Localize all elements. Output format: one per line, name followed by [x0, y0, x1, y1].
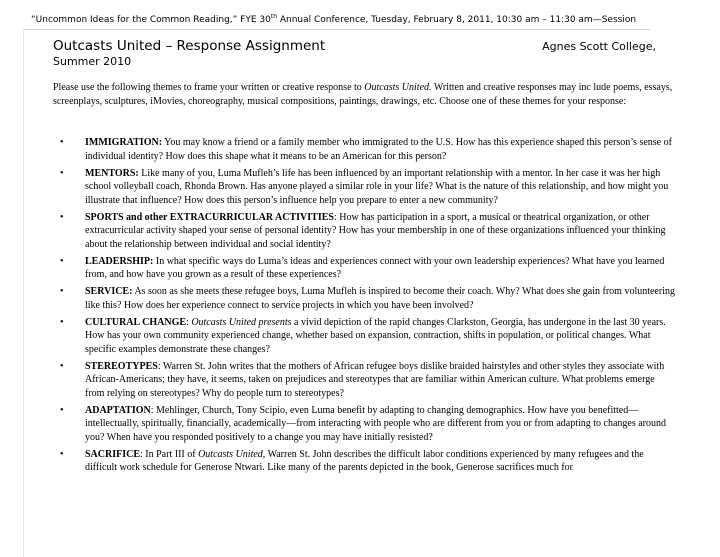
title-block	[53, 38, 673, 69]
theme-list	[57, 136, 675, 478]
theme-label: SACRIFICE	[85, 448, 141, 460]
theme-item-service	[57, 285, 675, 312]
theme-text: a vivid depiction of the rapid changes Clarkston, Georgia, has undergone in the last 30 years. How has your own community experienced change, whether based on expansion, contraction, shifts in population, or political changes. What specific examples demonstrate these changes?	[85, 316, 666, 355]
theme-text: Like many of you, Luma Mufleh’s life has been influenced by an important relationship with a mentor. In her case it was her high school volleyball coach, Rhonda Brown. Has anyone played a similar role in your life? What is the nature of this relationship, and how might you illustrate that influence? How does this person’s influence help you prepare to enter a new community?	[85, 167, 669, 206]
theme-label: STEREOTYPES	[85, 360, 158, 372]
theme-label: SERVICE:	[85, 286, 133, 297]
theme-separator: : In Part III of	[140, 448, 199, 460]
bullet-icon: •	[60, 137, 64, 148]
theme-label: LEADERSHIP:	[85, 255, 154, 267]
header-rule	[23, 29, 650, 30]
intro-text-1: Please use the following themes to frame your written or creative response to	[53, 82, 365, 93]
intro-text-2: Written and creative responses may inc lude poems, essays, screenplays, sculptures, iMovies, choreography, musical compositions, paintings, drawings, etc. Choose one of these themes for your response:	[53, 82, 673, 107]
theme-label: CULTURAL CHANGE	[85, 316, 187, 328]
bullet-icon: •	[60, 167, 64, 179]
header-text-after-sup: Annual Conference, Tuesday, February 8, 2011, 10:30 am – 11:30 am—Session	[277, 15, 637, 25]
theme-text: : Mehlinger, Church, Tony Scipio, even Luma benefit by adapting to changing demographics. How have you benefitted—intellectually, spiritually, financially, academically—from interacting with people who are different from you or from adapting to changes around you? When have you responded positively to a change you may have initially resisted?	[85, 404, 667, 443]
theme-item-mentors	[57, 167, 675, 208]
theme-separator: :	[186, 316, 192, 328]
theme-label: IMMIGRATION:	[85, 137, 163, 148]
theme-text: In what specific ways do Luma’s ideas and experiences connect with your own leadership experiences? What have you learned from, and how have you grown as a result of these experiences?	[85, 255, 665, 280]
theme-item-stereotypes	[57, 360, 675, 401]
theme-item-cultural-change	[57, 316, 675, 357]
theme-text: As soon as she meets these refugee boys, Luma Mufleh is inspired to become their coach. Why? What does she gain from volunteering like this? How does her experience connect to service projects in which you have been involved?	[85, 286, 675, 311]
theme-book-title: Outcasts United presents	[191, 316, 292, 328]
school-name: Agnes Scott College,	[542, 40, 656, 53]
intro-paragraph	[53, 81, 675, 108]
theme-text: , Warren St. John describes the difficult labor conditions experienced by many refugees and the difficult work schedule for Generose Ntwari. Like many of the parents depicted in the book, Generose sacrifices much for	[85, 448, 644, 473]
intro-book-title: Outcasts United.	[364, 82, 432, 93]
term-label: Summer 2010	[53, 55, 132, 68]
theme-text: : Warren St. John writes that the mothers of African refugee boys dislike braided hairstyles and other styles they associate with African-Americans; they have, it seems, taken on prejudices and stereotypes that are familiar within American culture. What problems emerge from relying on stereotypes? Why do people turn to stereotypes?	[85, 360, 665, 399]
theme-item-adaptation	[57, 404, 675, 445]
page-title: Outcasts United – Response Assignment	[53, 38, 326, 54]
theme-text: You may know a friend or a family member who immigrated to the U.S. How has this experience shaped this person’s sense of individual identity? How does this shape what it means to be an American for this person?	[85, 137, 672, 162]
header-superscript: th	[270, 14, 277, 20]
theme-book-title: Outcasts United	[198, 448, 263, 460]
bullet-icon: •	[60, 360, 64, 372]
title-row	[53, 38, 656, 55]
header-text-before-sup: “Uncommon Ideas for the Common Reading,” FYE 30	[31, 15, 271, 25]
bullet-icon: •	[60, 316, 64, 328]
bullet-icon: •	[60, 404, 64, 416]
bullet-icon: •	[60, 448, 64, 460]
theme-item-leadership	[57, 255, 675, 282]
bullet-icon: •	[60, 211, 64, 223]
bullet-icon: •	[60, 286, 64, 297]
theme-item-sports	[57, 211, 675, 252]
theme-item-sacrifice	[57, 448, 675, 475]
theme-item-immigration	[57, 136, 675, 163]
theme-label: ADAPTATION	[85, 404, 151, 416]
theme-label: SPORTS and other EXTRACURRICULAR ACTIVITIES	[85, 211, 334, 223]
theme-label: MENTORS:	[85, 167, 139, 179]
bullet-icon: •	[60, 255, 64, 267]
page-left-edge	[23, 29, 24, 557]
running-header	[31, 14, 651, 28]
theme-text: : How has participation in a sport, a musical or theatrical organization, or other extracurricular activity shaped your sense of personal identity? How has your membership in one of these organizations influenced your thinking about the relationship between individual and social identity?	[85, 211, 666, 250]
